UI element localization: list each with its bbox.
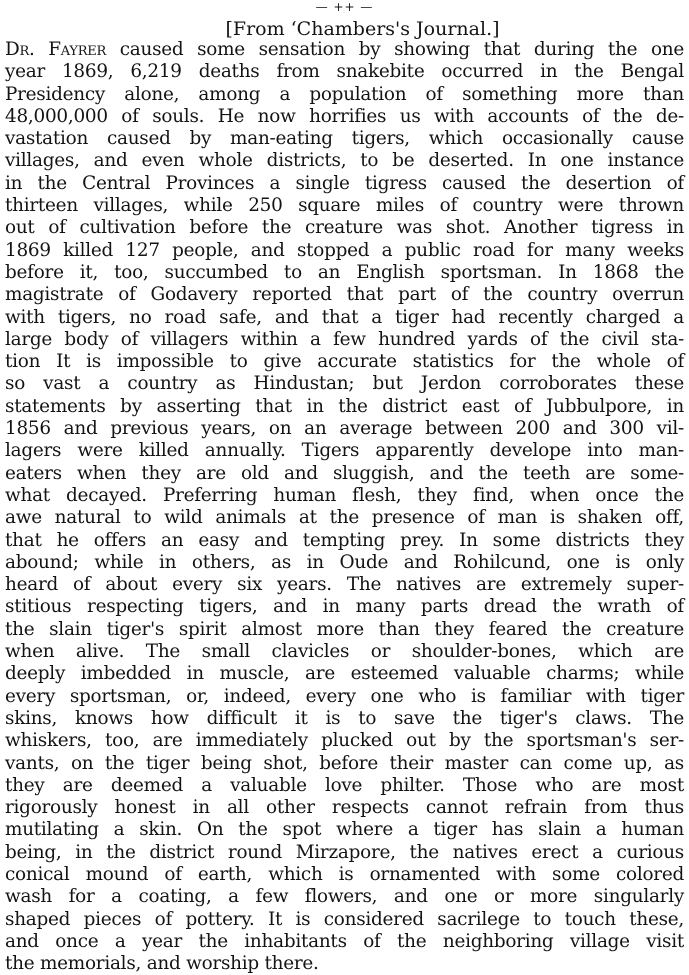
article-line: statements by asserting that in the district east of Jubbulpore, in — [5, 395, 684, 417]
article-line: deeply imbedded in muscle, are esteemed valuable charms; while — [5, 663, 684, 685]
article-line: whiskers, too, are immediately plucked out by the sportsman's ser- — [5, 730, 684, 752]
article-line: before it, too, succumbed to an English sportsman. In 1868 the — [5, 261, 684, 283]
source-attribution: [From ‘Chambers's Journal.] — [225, 18, 500, 40]
article-line: heard of about every six years. The natives are extremely super- — [5, 574, 684, 596]
article-line: stitious respecting tigers, and in many parts dread the wrath of — [5, 596, 684, 618]
article-lead: Dr. Fayrer — [5, 39, 107, 60]
article-line: shaped pieces of pottery. It is considered sacrilege to touch these, — [5, 908, 684, 930]
article-line: eaters when they are old and sluggish, and the teeth are some- — [5, 462, 684, 484]
article-line: lagers were killed annually. Tigers apparently develope into man- — [5, 440, 684, 462]
article-line: thirteen villages, while 250 square miles of country were thrown — [5, 195, 684, 217]
article-line-text: caused some sensation by showing that during the one — [106, 39, 684, 60]
article-line: awe natural to wild animals at the presence of man is shaken off, — [5, 507, 684, 529]
article-line: wash for a coating, a few flowers, and one or more singularly — [5, 886, 684, 908]
article-line: year 1869, 6,219 deaths from snakebite occurred in the Bengal — [5, 61, 684, 83]
article-line: when alive. The small clavicles or shoulder-bones, which are — [5, 641, 684, 663]
header-ornament: — ++ — — [315, 0, 374, 14]
article-line: out of cultivation before the creature was shot. Another tigress in — [5, 217, 684, 239]
article-line: rigorously honest in all other respects cannot refrain from thus — [5, 797, 684, 819]
article-line: vastation caused by man-eating tigers, which occasionally cause — [5, 128, 684, 150]
article-line: the slain tiger's spirit almost more than they feared the creature — [5, 618, 684, 640]
article-line: tion It is impossible to give accurate statistics for the whole of — [5, 351, 684, 373]
article-line — [5, 39, 684, 61]
article-line: villages, and even whole districts, to be deserted. In one instance — [5, 150, 684, 172]
article-line: the memorials, and worship there. — [5, 953, 319, 975]
article-line: 1869 killed 127 people, and stopped a public road for many weeks — [5, 239, 684, 261]
article-line: being, in the district round Mirzapore, the natives erect a curious — [5, 841, 684, 863]
article-line: magistrate of Godavery reported that part of the country overrun — [5, 284, 684, 306]
article-line: 1856 and previous years, on an average between 200 and 300 vil- — [5, 418, 684, 440]
article-line: in the Central Provinces a single tigress caused the desertion of — [5, 172, 684, 194]
article-line: every sportsman, or, indeed, every one who is familiar with tiger — [5, 685, 684, 707]
article-line: that he offers an easy and tempting prey. In some districts they — [5, 529, 684, 551]
article-line: Presidency alone, among a population of something more than — [5, 83, 684, 105]
article-line: conical mound of earth, which is ornamented with some colored — [5, 863, 684, 885]
article-line: what decayed. Preferring human flesh, they find, when once the — [5, 484, 684, 506]
article-line: large body of villagers within a few hundred yards of the civil sta- — [5, 328, 684, 350]
article-line: mutilating a skin. On the spot where a tiger has slain a human — [5, 819, 684, 841]
article-body — [5, 39, 684, 975]
article-line: with tigers, no road safe, and that a tiger had recently charged a — [5, 306, 684, 328]
article-line: 48,000,000 of souls. He now horrifies us with accounts of the de- — [5, 105, 684, 127]
article-line: skins, knows how difficult it is to save the tiger's claws. The — [5, 707, 684, 729]
article-line: they are deemed a valuable love philter. Those who are most — [5, 774, 684, 796]
article-line: and once a year the inhabitants of the neighboring village visit — [5, 930, 684, 952]
article-line: so vast a country as Hindustan; but Jerdon corroborates these — [5, 373, 684, 395]
article-line: vants, on the tiger being shot, before their master can come up, as — [5, 752, 684, 774]
article-line: abound; while in others, as in Oude and Rohilcund, one is only — [5, 551, 684, 573]
